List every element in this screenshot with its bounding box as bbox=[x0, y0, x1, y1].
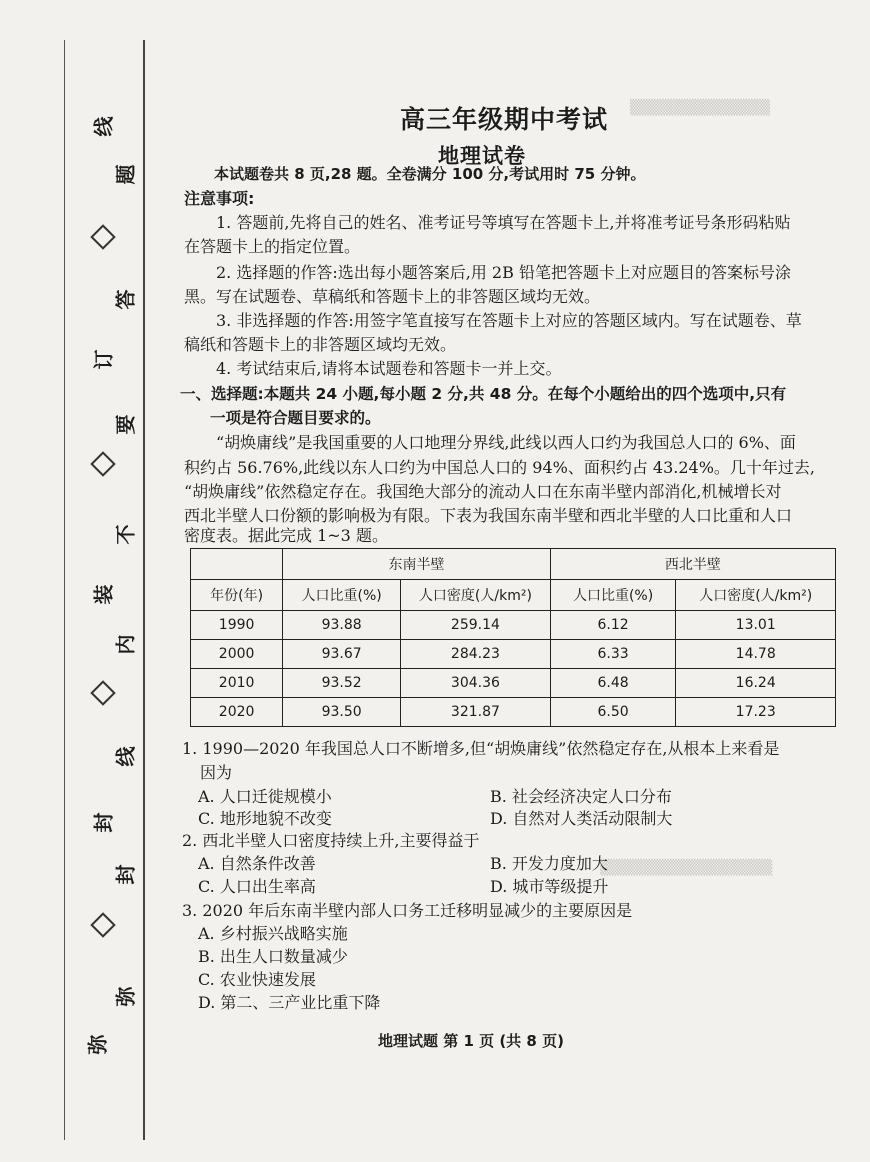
section-heading: 一、选择题:本题共 24 小题,每小题 2 分,共 48 分。在每个小题给出的四个选项中,只有 bbox=[180, 385, 787, 403]
table-cell: 2020 bbox=[191, 698, 283, 727]
table-cell: 93.50 bbox=[283, 698, 401, 727]
answer-option: B. 社会经济决定人口分布 bbox=[490, 787, 672, 806]
table-corner-cell bbox=[191, 549, 283, 580]
table-column-header: 人口密度(人/km²) bbox=[676, 580, 836, 611]
table-cell: 14.78 bbox=[676, 640, 836, 669]
notice-item: 黑。写在试题卷、草稿纸和答题卡上的非答题区域均无效。 bbox=[184, 287, 601, 306]
question-stem: 2. 西北半壁人口密度持续上升,主要得益于 bbox=[182, 831, 480, 850]
page-footer: 地理试题 第 1 页 (共 8 页) bbox=[378, 1032, 564, 1050]
passage-line: 积约占 56.76%,此线以东人口约为中国总人口的 94%、面积约占 43.24%。几十年过去, bbox=[184, 458, 816, 477]
margin-char: 内 bbox=[113, 634, 138, 655]
answer-option: D. 自然对人类活动限制大 bbox=[490, 809, 673, 828]
table-cell: 1990 bbox=[191, 611, 283, 640]
exam-title: 高三年级期中考试 bbox=[400, 105, 609, 134]
margin-char: 答 bbox=[113, 289, 138, 310]
notice-item: 3. 非选择题的作答:用签字笔直接写在答题卡上对应的答题区域内。写在试题卷、草 bbox=[216, 311, 802, 330]
notice-item: 在答题卡上的指定位置。 bbox=[184, 237, 361, 256]
table-row bbox=[191, 669, 836, 698]
table-cell: 2010 bbox=[191, 669, 283, 698]
table-column-header: 人口比重(%) bbox=[283, 580, 401, 611]
table-cell: 93.67 bbox=[283, 640, 401, 669]
notice-item: 1. 答题前,先将自己的姓名、准考证号等填写在答题卡上,并将准考证号条形码粘贴 bbox=[216, 213, 791, 232]
population-table bbox=[190, 548, 836, 727]
table-group-header: 东南半壁 bbox=[283, 549, 551, 580]
table-group-header: 西北半壁 bbox=[550, 549, 835, 580]
passage-line: 西北半壁人口份额的影响极为有限。下表为我国东南半壁和西北半壁的人口比重和人口 bbox=[184, 506, 793, 525]
table-cell: 2000 bbox=[191, 640, 283, 669]
exam-subtitle: 地理试卷 bbox=[438, 143, 526, 168]
margin-char: 装 bbox=[91, 584, 116, 605]
margin-char: 不 bbox=[113, 524, 138, 545]
margin-char: 弥 bbox=[85, 1034, 110, 1055]
table-cell: 321.87 bbox=[401, 698, 551, 727]
table-cell: 259.14 bbox=[401, 611, 551, 640]
table-row bbox=[191, 640, 836, 669]
notice-item: 4. 考试结束后,请将本试题卷和答题卡一并上交。 bbox=[216, 359, 562, 378]
bleed-through-texture: ▒▒▒▒▒▒▒▒▒▒▒▒▒ bbox=[630, 100, 770, 116]
margin-char: 题 bbox=[113, 164, 138, 185]
outer-binding-line bbox=[64, 40, 65, 1140]
margin-char: 封 bbox=[91, 812, 116, 833]
margin-char: 订 bbox=[91, 349, 116, 370]
question-stem: 因为 bbox=[200, 763, 233, 782]
table-column-header: 人口密度(人/km²) bbox=[401, 580, 551, 611]
notice-heading: 注意事项: bbox=[184, 189, 255, 208]
table-cell: 16.24 bbox=[676, 669, 836, 698]
table-cell: 93.88 bbox=[283, 611, 401, 640]
table-cell: 6.48 bbox=[550, 669, 676, 698]
notice-item: 2. 选择题的作答:选出每小题答案后,用 2B 铅笔把答题卡上对应题目的答案标号涂 bbox=[216, 263, 791, 282]
diamond-mark bbox=[90, 912, 115, 937]
answer-option: D. 城市等级提升 bbox=[490, 877, 609, 896]
table-cell: 93.52 bbox=[283, 669, 401, 698]
answer-option: A. 人口迁徙规模小 bbox=[198, 787, 332, 806]
answer-option: A. 乡村振兴战略实施 bbox=[198, 924, 348, 943]
table-cell: 17.23 bbox=[676, 698, 836, 727]
diamond-mark bbox=[90, 451, 115, 476]
table-cell: 304.36 bbox=[401, 669, 551, 698]
question-stem: 1. 1990—2020 年我国总人口不断增多,但“胡焕庸线”依然稳定存在,从根本上来看是 bbox=[182, 739, 780, 758]
question-stem: 3. 2020 年后东南半壁内部人口务工迁移明显减少的主要原因是 bbox=[182, 901, 633, 920]
margin-char: 弥 bbox=[113, 986, 138, 1007]
answer-option: B. 出生人口数量减少 bbox=[198, 947, 348, 966]
passage-line: “胡焕庸线”依然稳定存在。我国绝大部分的流动人口在东南半壁内部消化,机械增长对 bbox=[184, 482, 782, 501]
exam-intro: 本试题卷共 8 页,28 题。全卷满分 100 分,考试用时 75 分钟。 bbox=[214, 165, 646, 183]
answer-option: B. 开发力度加大 bbox=[490, 854, 608, 873]
table-column-header: 年份(年) bbox=[191, 580, 283, 611]
table-row bbox=[191, 611, 836, 640]
answer-option: C. 地形地貌不改变 bbox=[198, 809, 332, 828]
section-heading: 一项是符合题目要求的。 bbox=[210, 409, 381, 427]
margin-char: 要 bbox=[113, 414, 138, 435]
bleed-through-texture: ▒▒▒▒▒▒▒▒▒▒▒▒▒▒▒▒ bbox=[600, 860, 773, 876]
notice-item: 稿纸和答题卡上的非答题区域均无效。 bbox=[184, 335, 457, 354]
answer-option: D. 第二、三产业比重下降 bbox=[198, 993, 381, 1012]
table-cell: 284.23 bbox=[401, 640, 551, 669]
binding-line bbox=[143, 40, 145, 1140]
passage-line: “胡焕庸线”是我国重要的人口地理分界线,此线以西人口约为我国总人口的 6%、面 bbox=[216, 433, 796, 452]
table-cell: 6.12 bbox=[550, 611, 676, 640]
table-cell: 13.01 bbox=[676, 611, 836, 640]
margin-char: 线 bbox=[91, 116, 116, 137]
passage-line: 密度表。据此完成 1~3 题。 bbox=[184, 526, 388, 545]
table-row bbox=[191, 698, 836, 727]
table-cell: 6.33 bbox=[550, 640, 676, 669]
margin-char: 封 bbox=[113, 864, 138, 885]
answer-option: C. 人口出生率高 bbox=[198, 877, 316, 896]
table-cell: 6.50 bbox=[550, 698, 676, 727]
answer-option: C. 农业快速发展 bbox=[198, 970, 316, 989]
diamond-mark bbox=[90, 680, 115, 705]
diamond-mark bbox=[90, 224, 115, 249]
margin-char: 线 bbox=[113, 746, 138, 767]
table-column-header: 人口比重(%) bbox=[550, 580, 676, 611]
answer-option: A. 自然条件改善 bbox=[198, 854, 316, 873]
